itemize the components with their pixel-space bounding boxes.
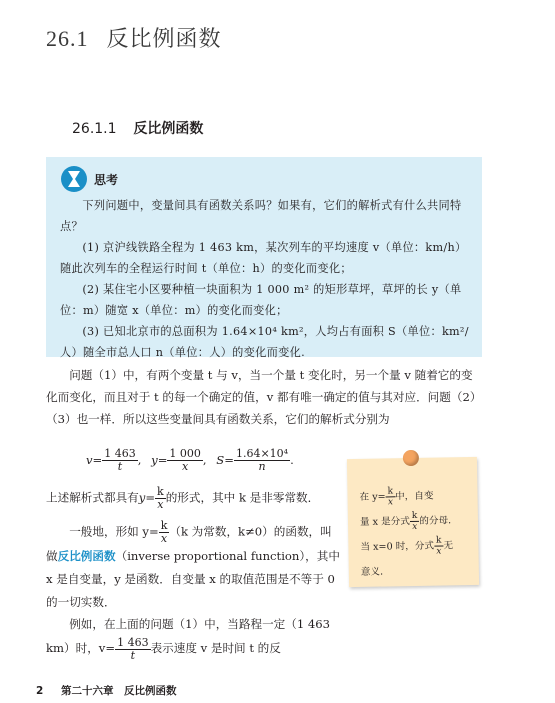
page-footer xyxy=(36,683,176,698)
sticky-note xyxy=(347,457,479,587)
formula-3: S= $\frac{\text{1.64×10⁴}}{n}$ . xyxy=(216,447,294,473)
section-name: 反比例函数 xyxy=(106,27,222,52)
subsection-title xyxy=(72,118,203,138)
subsection-name: 反比例函数 xyxy=(133,121,204,137)
think-question-1: (1) 京沪线铁路全程为 1 463 km，某次列车的平均速度 v（单位：km/h）随此次列车的全程运行时间 t（单位：h）的变化而变化； xyxy=(60,241,467,275)
paragraph-2: 上述解析式都具有y= $\frac{k}{x}$ 的形式，其中 k 是非零常数． xyxy=(46,485,320,511)
pin-icon xyxy=(403,450,419,466)
think-label: 思考 xyxy=(94,173,119,187)
page-number: 2 xyxy=(36,685,44,697)
think-question-3: (3) 已知北京市的总面积为 1.64×10⁴ km²，人均占有面积 S（单位：km²/人）随全市总人口 n（单位：人）的变化而变化. xyxy=(60,325,469,359)
formula-1: v= $\frac{1 463}{t}$ , xyxy=(86,447,146,473)
paragraph-1: 问题（1）中，有两个变量 t 与 v，当一个量 t 变化时，另一个量 v 随着它的变化而变化，而且对于 t 的每一个确定的值，v 都有唯一确定的值与其对应．问题（2）（3）也一样．所以这些变量间具有函数关系，它们的解析式分别为 xyxy=(46,368,482,426)
formula-row xyxy=(86,448,294,473)
hourglass-icon xyxy=(61,166,87,192)
think-intro: 下列问题中，变量间具有函数关系吗？如果有，它们的解析式有什么共同特点？ xyxy=(60,199,462,233)
term-inverse-proportional-function: 反比例函数 xyxy=(57,549,116,563)
subsection-number: 26.1.1 xyxy=(72,121,117,137)
paragraph-4: 例如，在上面的问题（1）中，当路程一定（1 463 km）时，v= $\frac{1 463}{t}$ 表示速度 v 是时间 t 的反 xyxy=(46,617,331,662)
formula-2: y= $\frac{1 000}{x}$ , xyxy=(151,447,211,473)
paragraph-3: 一般地，形如 y= $\frac{k}{x}$ （k 为常数，k≠0）的函数，叫做反比例函数（inverse proportional function），其中 x 是自变量，y 是函数．自变量 x 的取值范围是不等于 0 的一切实数． xyxy=(46,519,340,609)
section-title xyxy=(46,22,222,53)
think-question-2: (2) 某住宅小区要种植一块面积为 1 000 m² 的矩形草坪，草坪的长 y（单位：m）随宽 x（单位：m）的变化而变化； xyxy=(60,283,462,317)
note-text: 在 y= $\frac{k}{x}$ 中，自变 量 x 是分式 $\frac{k}{x}$ 的分母． 当 x=0 时，分式 $\frac{k}{x}$ 无 意义． xyxy=(359,486,458,578)
chapter-title: 第二十六章 反比例函数 xyxy=(60,685,177,697)
section-number: 26.1 xyxy=(46,26,89,51)
think-box xyxy=(46,157,482,357)
